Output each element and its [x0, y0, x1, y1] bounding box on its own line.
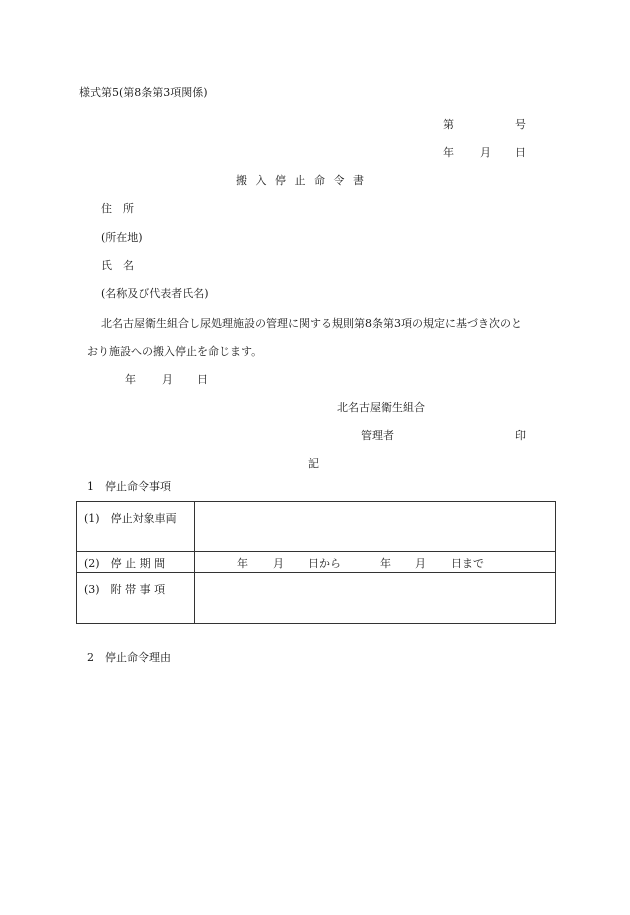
form-number-label: 様式第5(第8条第3項関係): [79, 86, 208, 99]
order-details-table: [76, 501, 556, 624]
table-cell-label: [77, 573, 195, 624]
order-date-month: 月: [162, 373, 173, 386]
table-cell-value: [195, 573, 556, 624]
doc-number-dai: 第: [443, 118, 454, 131]
period-from-month: 月: [273, 557, 284, 570]
stop-period: [195, 552, 555, 572]
order-date-day: 日: [197, 373, 208, 386]
period-to-month: 月: [415, 557, 426, 570]
period-to-day: 日まで: [451, 557, 484, 570]
row2-label: (2) 停 止 期 間: [84, 557, 166, 570]
location-label: (所在地): [101, 231, 143, 244]
ki-heading: 記: [308, 457, 319, 470]
period-to-year: 年: [380, 557, 391, 570]
issue-date-day: 日: [515, 146, 526, 159]
address-label: 住 所: [101, 202, 134, 215]
table-cell-label: [77, 502, 195, 552]
seal-mark: 印: [515, 429, 526, 442]
table-row: [77, 552, 556, 573]
period-from-year: 年: [237, 557, 248, 570]
issue-date-year: 年: [443, 146, 454, 159]
order-date-year: 年: [125, 373, 136, 386]
row1-label: (1) 停止対象車両: [84, 512, 177, 525]
row3-label: (3) 附 帯 事 項: [84, 583, 166, 596]
table-row: [77, 573, 556, 624]
name-label: 氏 名: [101, 259, 134, 272]
issuer-manager: 管理者: [361, 429, 394, 442]
section2-heading: 2 停止命令理由: [87, 651, 171, 664]
period-from-day: 日から: [308, 557, 341, 570]
issuer-organization: 北名古屋衛生組合: [337, 401, 425, 414]
table-cell-label: [77, 552, 195, 573]
corp-name-label: (名称及び代表者氏名): [101, 287, 209, 300]
body-text-line1: 北名古屋衛生組合し尿処理施設の管理に関する規則第8条第3項の規定に基づき次のと: [101, 317, 522, 330]
issue-date-month: 月: [480, 146, 491, 159]
document-title: 搬 入 停 止 命 令 書: [236, 174, 364, 187]
table-cell-value: [195, 552, 556, 573]
doc-number-go: 号: [515, 118, 526, 131]
section1-heading: 1 停止命令事項: [87, 480, 171, 493]
body-text-line2: おり施設への搬入停止を命じます。: [87, 345, 263, 358]
table-row: [77, 502, 556, 552]
table-cell-value: [195, 502, 556, 552]
